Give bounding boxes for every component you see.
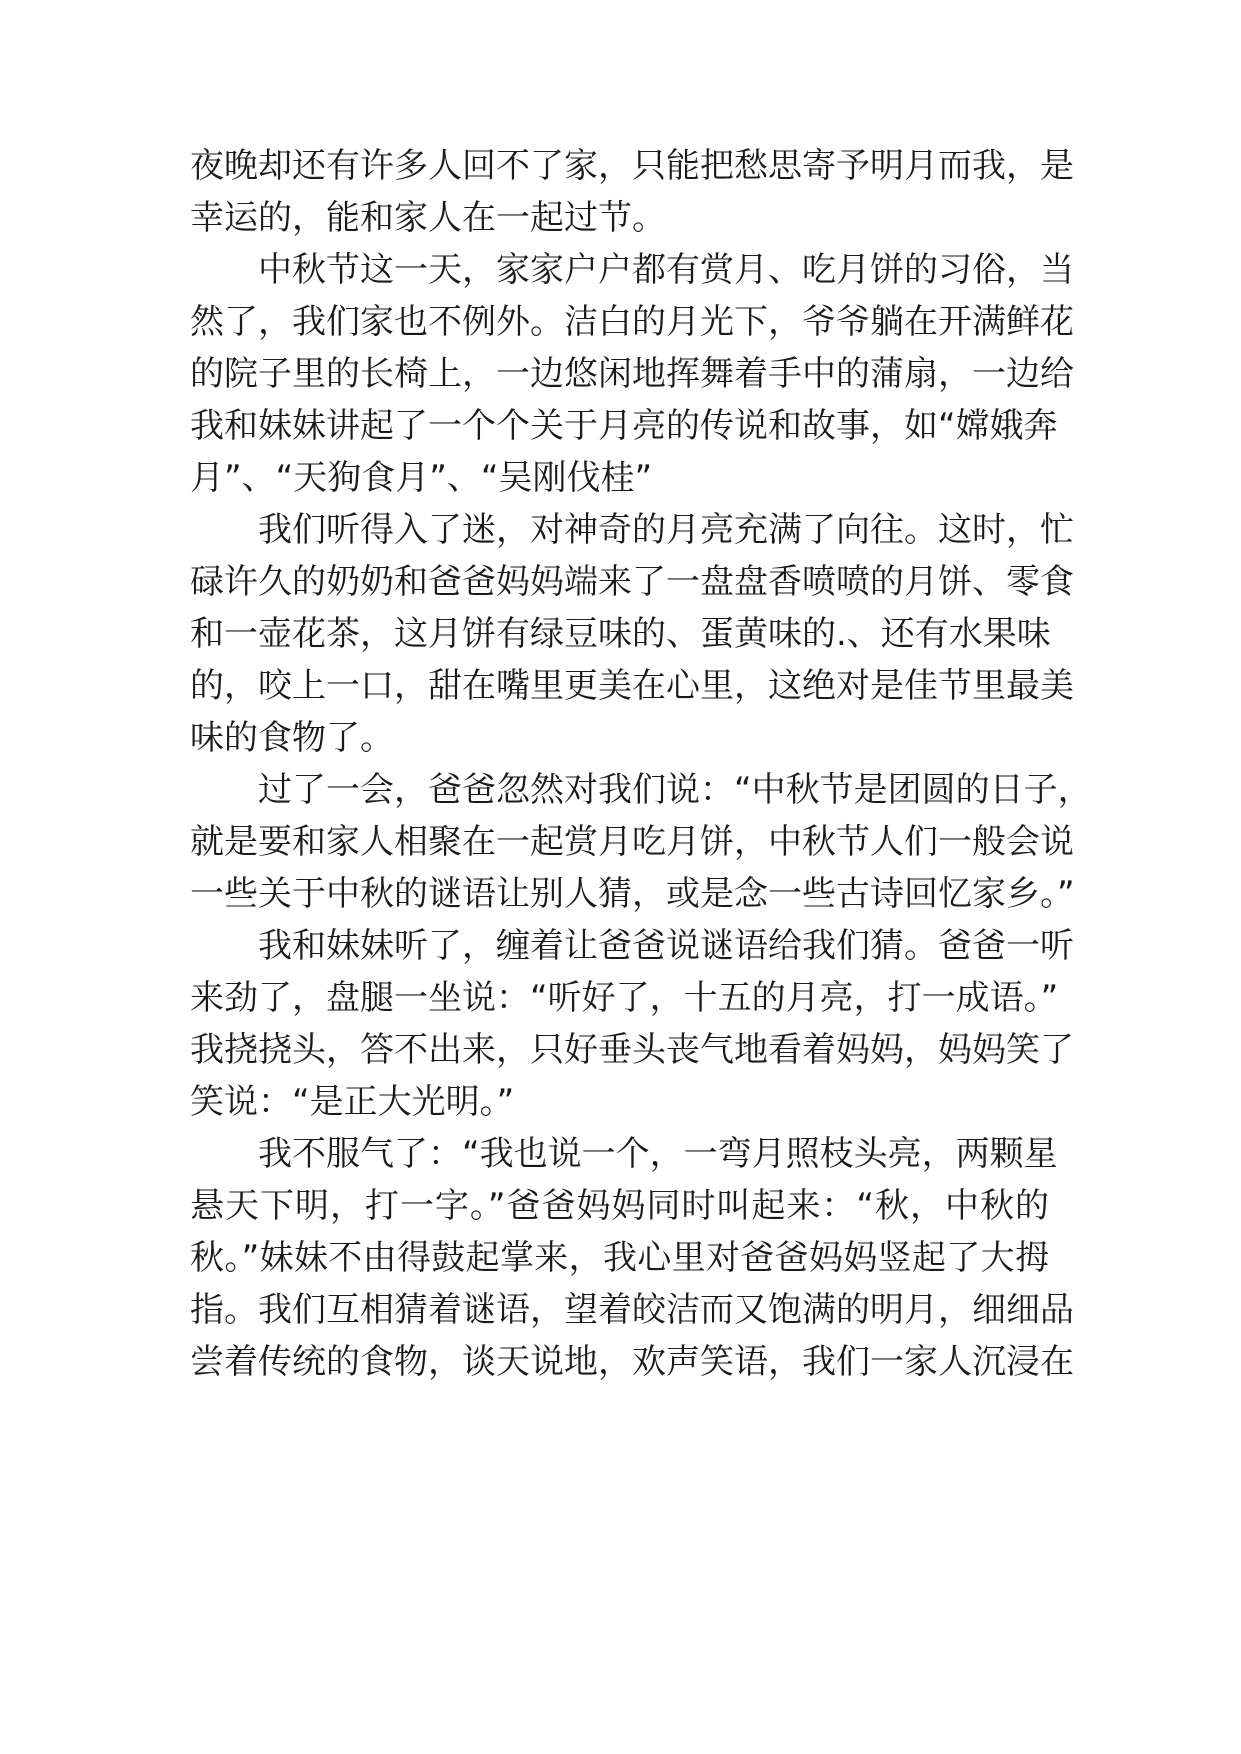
paragraph-first-line: 我们听得入了迷，对神奇的月亮充满了向往。这时，忙	[258, 510, 1074, 550]
text-line: 味的食物了。	[190, 718, 394, 758]
text-line: 尝着传统的食物，谈天说地，欢声笑语，我们一家人沉浸在	[190, 1342, 1074, 1382]
text-line: 指。我们互相猜着谜语，望着皎洁而又饱满的明月，细细品	[190, 1290, 1074, 1330]
text-line: 笑说：“是正大光明。”	[190, 1082, 515, 1122]
text-line: 我和妹妹讲起了一个个关于月亮的传说和故事，如“嫦娥奔	[190, 406, 1058, 446]
paragraph-first-line: 中秋节这一天，家家户户都有赏月、吃月饼的习俗，当	[258, 250, 1074, 290]
text-line: 碌许久的奶奶和爸爸妈妈端来了一盘盘香喷喷的月饼、零食	[190, 562, 1074, 602]
text-line: 就是要和家人相聚在一起赏月吃月饼，中秋节人们一般会说	[190, 822, 1074, 862]
text-line: 我挠挠头，答不出来，只好垂头丧气地看着妈妈，妈妈笑了	[190, 1030, 1074, 1070]
text-line: 夜晚却还有许多人回不了家，只能把愁思寄予明月而我，是	[190, 146, 1074, 186]
paragraph-first-line: 我不服气了：“我也说一个，一弯月照枝头亮，两颗星	[258, 1134, 1058, 1174]
text-line: 和一壶花茶，这月饼有绿豆味的、蛋黄味的.、还有水果味	[190, 614, 1051, 654]
paragraph-first-line: 我和妹妹听了，缠着让爸爸说谜语给我们猜。爸爸一听	[258, 926, 1074, 966]
text-line: 的，咬上一口，甜在嘴里更美在心里，这绝对是佳节里最美	[190, 666, 1074, 706]
paragraph-first-line: 过了一会，爸爸忽然对我们说：“中秋节是团圆的日子，	[258, 770, 1092, 810]
text-line: 的院子里的长椅上，一边悠闲地挥舞着手中的蒲扇，一边给	[190, 354, 1074, 394]
text-line: 然了，我们家也不例外。洁白的月光下，爷爷躺在开满鲜花	[190, 302, 1074, 342]
text-line: 一些关于中秋的谜语让别人猜，或是念一些古诗回忆家乡。”	[190, 874, 1075, 914]
text-line: 秋。”妹妹不由得鼓起掌来，我心里对爸爸妈妈竖起了大拇	[190, 1238, 1049, 1278]
text-line: 来劲了，盘腿一坐说：“听好了，十五的月亮，打一成语。”	[190, 978, 1059, 1018]
text-line: 月”、“天狗食月”、“吴刚伐桂”	[190, 458, 653, 498]
text-line: 悬天下明，打一字。”爸爸妈妈同时叫起来：“秋，中秋的	[190, 1186, 1049, 1226]
text-line: 幸运的，能和家人在一起过节。	[190, 198, 666, 238]
